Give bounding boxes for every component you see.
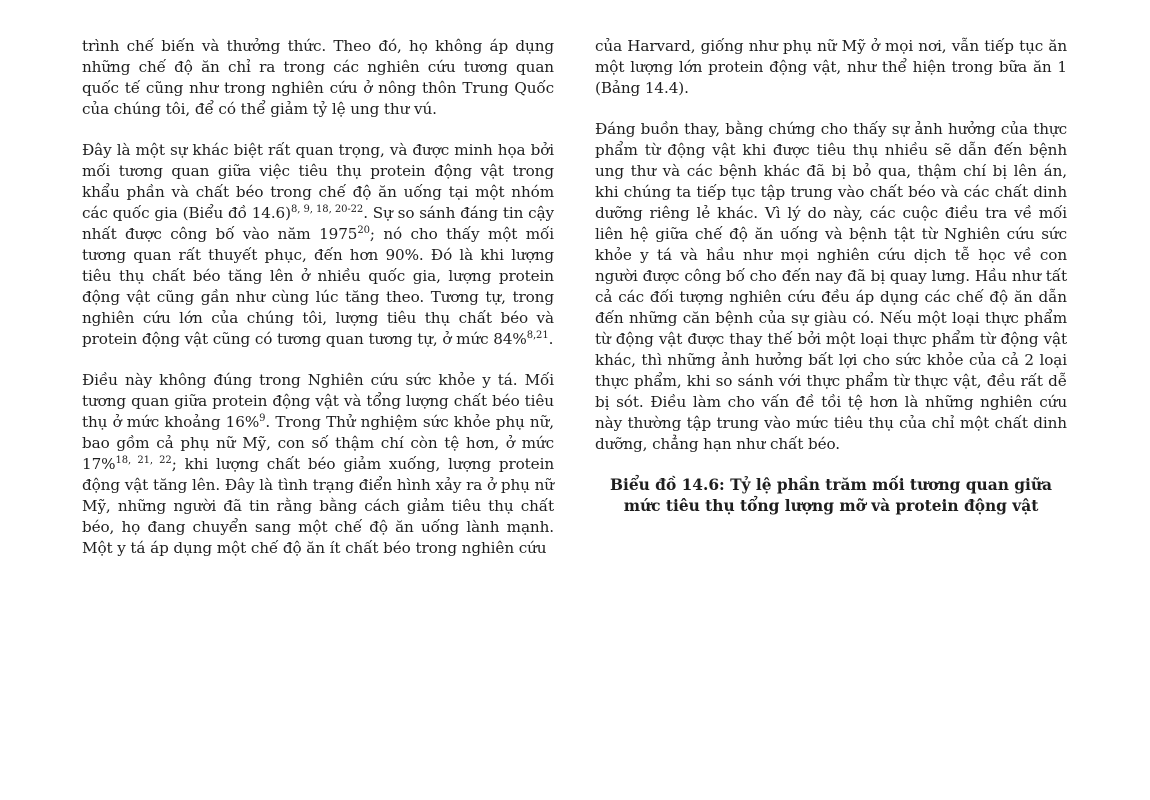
paragraph-text: . Trong Thử nghiệm sức khỏe phụ nữ, bao gồm cả phụ nữ Mỹ, con số thậm chí còn tệ hơn, ở mức 17% — [82, 413, 554, 473]
paragraph — [82, 36, 554, 120]
paragraph — [82, 370, 554, 559]
citation-superscript: 18, 21, 22 — [115, 455, 172, 466]
paragraph-text: của Harvard, giống như phụ nữ Mỹ ở mọi nơi, vẫn tiếp tục ăn một lượng lớn protein động vật, như thể hiện trong bữa ăn 1 (Bảng 14.4). — [595, 37, 1067, 97]
paragraph-text: trình chế biến và thưởng thức. Theo đó, họ không áp dụng những chế độ ăn chỉ ra trong các nghiên cứu tương quan quốc tế cũng như trong nghiên cứu ở nông thôn Trung Quốc của chúng tôi, để có thể giảm tỷ lệ ung thư vú. — [82, 37, 554, 118]
citation-superscript: 20 — [357, 225, 370, 236]
paragraph-text: ; khi lượng chất béo giảm xuống, lượng protein động vật tăng lên. Đây là tình trạng điển hình xảy ra ở phụ nữ Mỹ, những người đã tin rằng bằng cách giảm tiêu thụ chất béo, họ đang chuyển sang một chế độ ăn uống lành mạnh. Một y tá áp dụng một chế độ ăn ít chất béo trong nghiên cứu — [82, 455, 555, 557]
paragraph — [595, 36, 1067, 99]
caption-text: Biểu đồ 14.6: Tỷ lệ phần trăm mối tương quan giữa mức tiêu thụ tổng lượng mỡ và protein động vật — [609, 476, 1053, 515]
citation-superscript: 9 — [259, 413, 266, 424]
paragraph-text: Điều này không đúng trong Nghiên cứu sức khỏe y tá. Mối tương quan giữa protein động vật và tổng lượng chất béo tiêu thụ ở mức khoảng 16% — [82, 371, 554, 431]
paragraph — [595, 119, 1067, 455]
paragraph-text: Đây là một sự khác biệt rất quan trọng, và được minh họa bởi mối tương quan giữa việc tiêu thụ protein động vật trong khẩu phần và chất béo trong chế độ ăn uống tại một nhóm các quốc gia (Biểu đồ 14.6) — [82, 141, 554, 222]
left-column — [82, 36, 554, 579]
citation-superscript: 8,21 — [526, 330, 549, 341]
paragraph-text: . Sự so sánh đáng tin cậy nhất được công bố vào năm 1975 — [82, 204, 554, 243]
paragraph-text: . — [548, 330, 554, 348]
paragraph-text: Đáng buồn thay, bằng chứng cho thấy sự ảnh hưởng của thực phẩm từ động vật khi được tiêu thụ nhiều sẽ dẫn đến bệnh ung thư và các bệnh khác đã bị bỏ qua, thậm chí bị lên án, khi chúng ta tiếp tục tập trung vào chất béo và các chất dinh dưỡng riêng lẻ khác. Vì lý do này, các cuộc điều tra về mối liên hệ giữa chế độ ăn uống và bệnh tật từ Nghiên cứu sức khỏe y tá và hầu như mọi nghiên cứu dịch tễ học về con người được công bố cho đến nay đã bị quay lưng. Hầu như tất cả các đối tượng nghiên cứu đều áp dụng các chế độ ăn dẫn đến những căn bệnh của sự giàu có. Nếu một loại thực phẩm từ động vật được thay thế bởi một loại thực phẩm từ động vật khác, thì những ảnh hưởng bất lợi cho sức khỏe của cả 2 loại thực phẩm, khi so sánh với thực phẩm từ thực vật, đều rất dễ bị sót. Điều làm cho vấn đề tồi tệ hơn là những nghiên cứu này thường tập trung vào mức tiêu thụ của chỉ một chất dinh dưỡng, chẳng hạn như chất béo. — [595, 120, 1067, 453]
citation-superscript: 8, 9, 18, 20-22 — [290, 204, 364, 215]
right-column — [595, 36, 1067, 517]
paragraph-text: ; nó cho thấy một mối tương quan rất thuyết phục, đến hơn 90%. Đó là khi lượng tiêu thụ chất béo tăng lên ở nhiều quốc gia, lượng protein động vật cũng gần như cùng lúc tăng theo. Tương tự, trong nghiên cứu lớn của chúng tôi, lượng tiêu thụ chất béo và protein động vật cũng có tương quan tương tự, ở mức 84% — [82, 225, 554, 348]
paragraph — [82, 140, 554, 350]
figure-caption — [595, 475, 1067, 517]
